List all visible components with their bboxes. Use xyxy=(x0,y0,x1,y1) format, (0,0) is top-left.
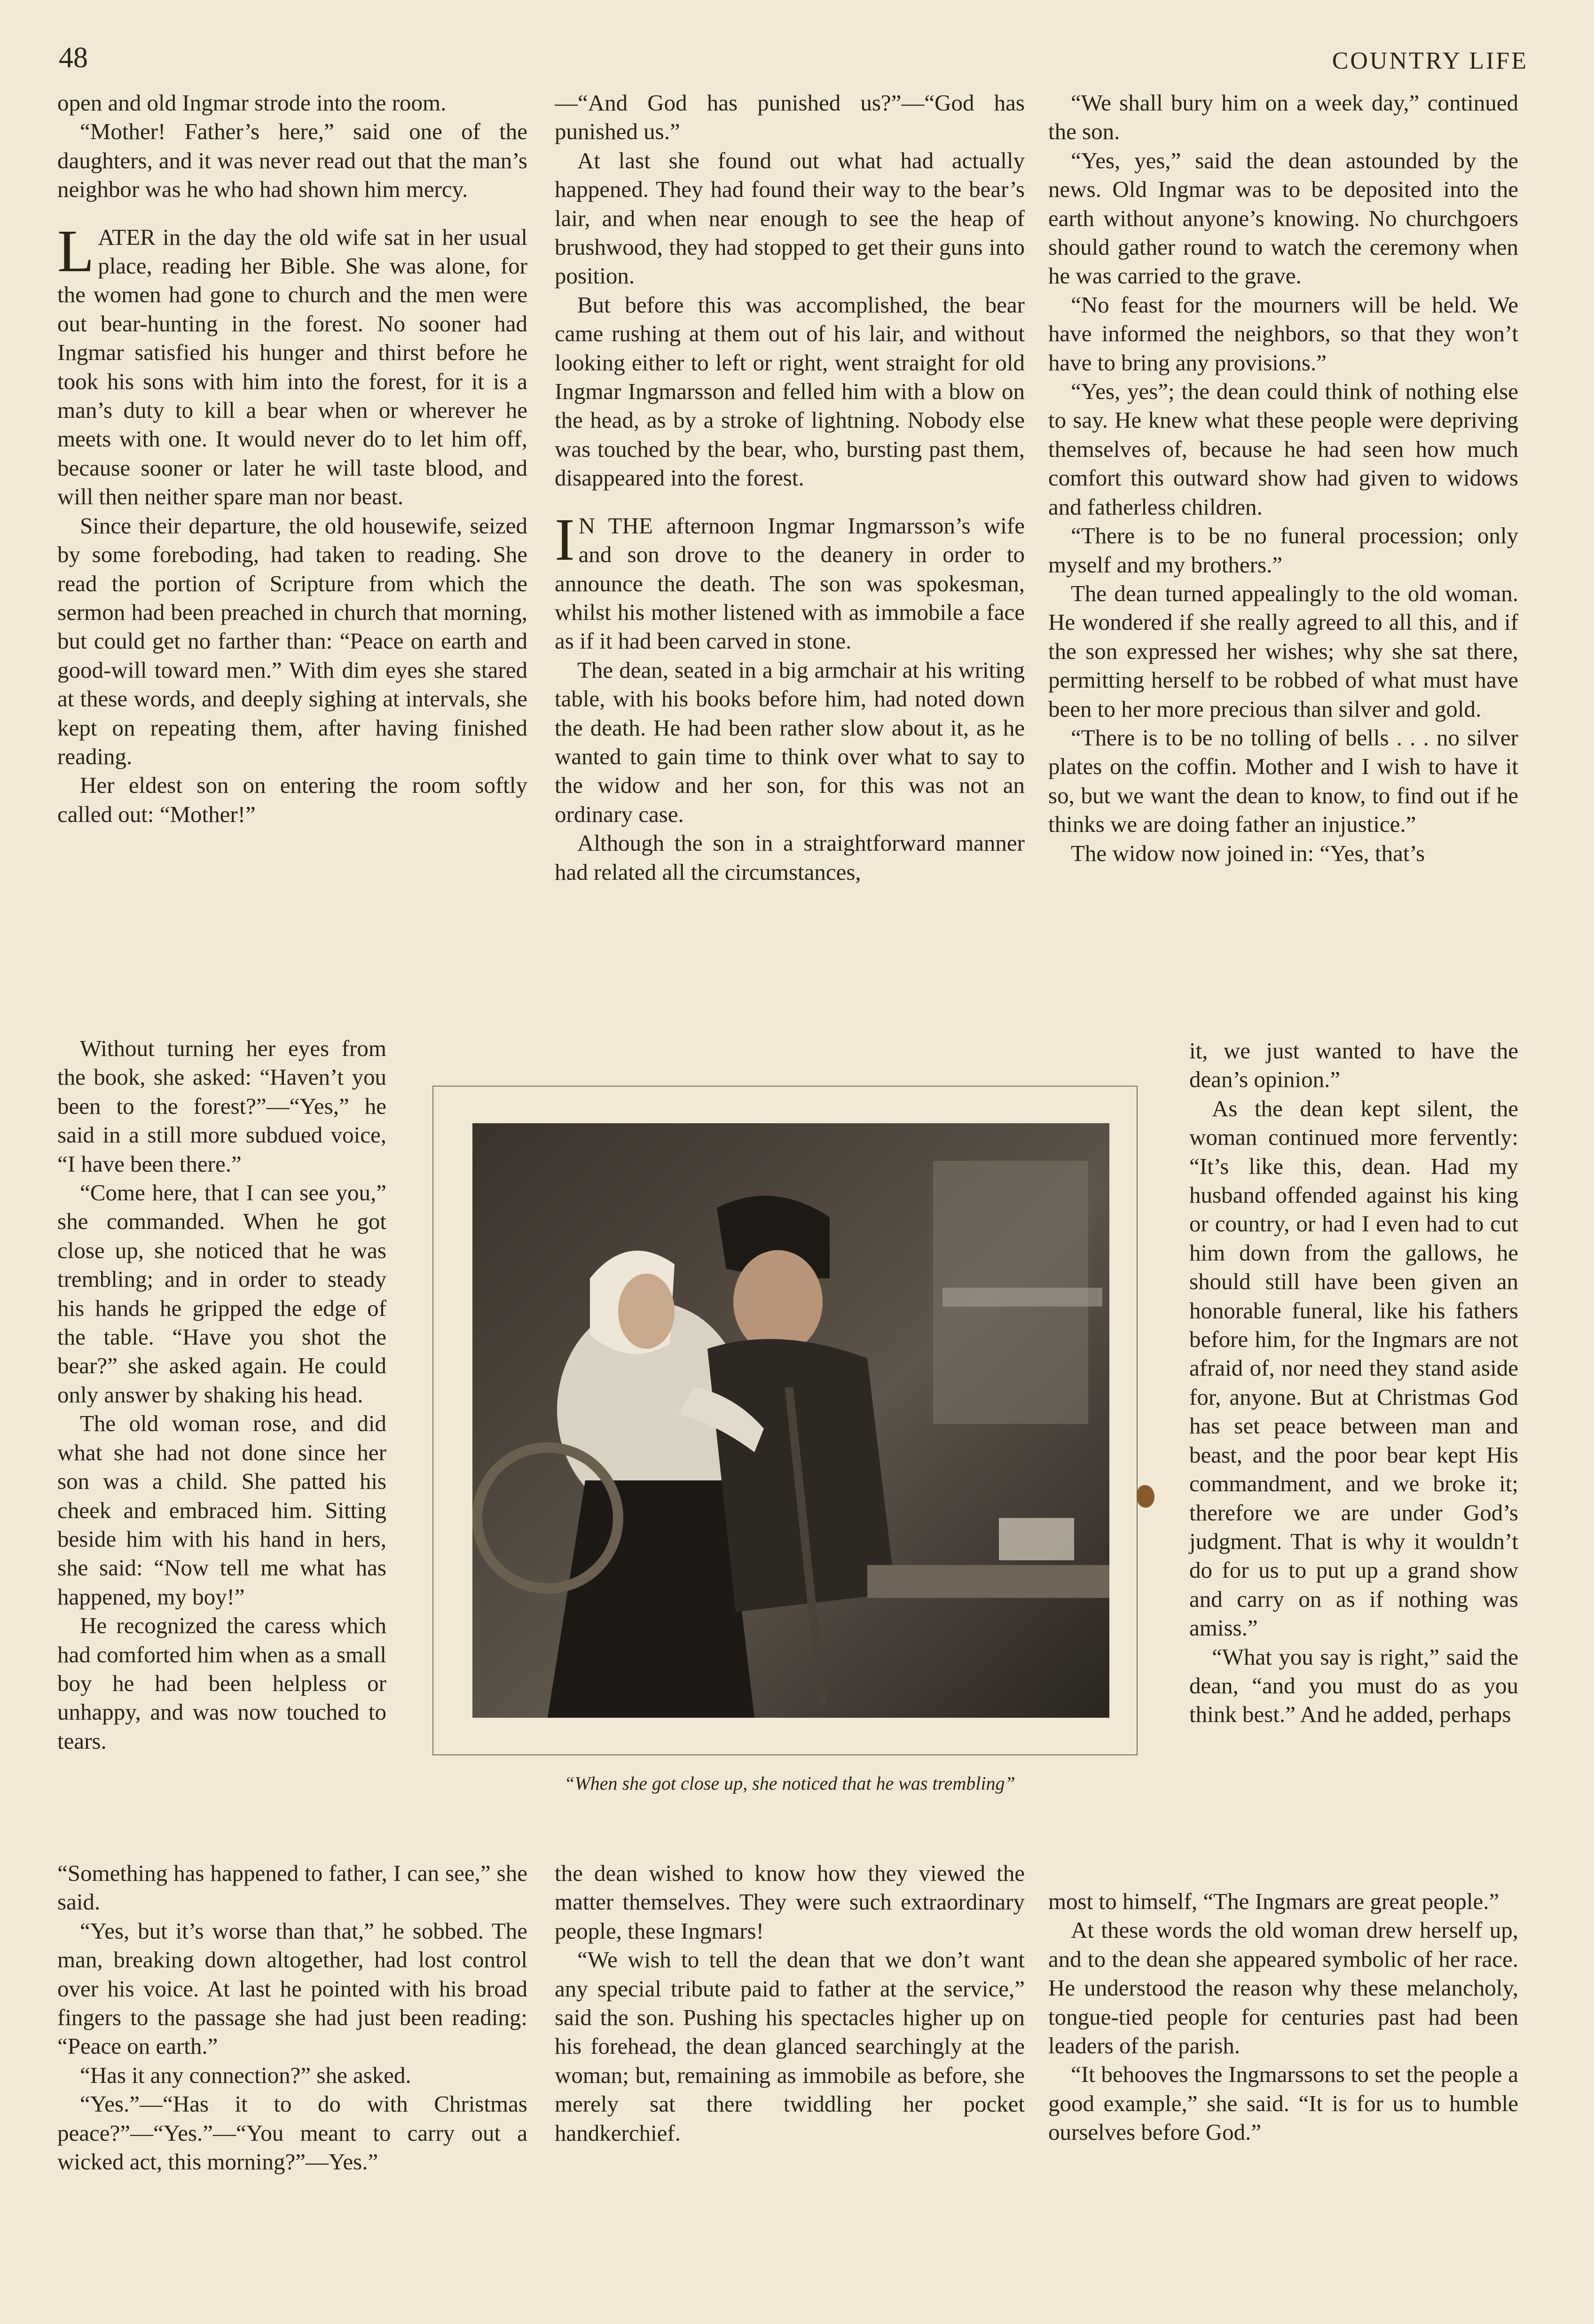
column-3-lower xyxy=(1048,1887,1518,2147)
column-3-upper xyxy=(1048,88,1518,868)
paragraph: He recognized the caress which had comforted him when as a small boy he had been helpless or unhappy, and was now touched to tears. xyxy=(57,1612,386,1754)
paragraph: Since their departure, the old housewife, seized by some foreboding, had taken to reading. She read the portion of Scripture from which the sermon had been preached in church that morning, but could get no farther than: “Peace on earth and good-will toward men.” With dim eyes she stared at these words, and deeply sighing at intervals, she kept on repeating them, after having finished reading. xyxy=(57,512,527,769)
paragraph: “There is to be no funeral procession; only myself and my brothers.” xyxy=(1048,523,1518,578)
column-1-upper xyxy=(57,88,527,829)
section-opening-paragraph xyxy=(555,506,1025,656)
paragraph: “Mother! Father’s here,” said one of the daughters, and it was never read out that the man’s neighbor was he who had shown him mercy. xyxy=(57,118,527,203)
paragraph: The old woman rose, and did what she had not done since her son was a child. She patted his cheek and embraced him. Sitting beside him with his hand in hers, she said: “Now tell me what has happened, my boy!” xyxy=(57,1410,386,1610)
paragraph: Although the son in a straightforward manner had related all the circumstances, xyxy=(555,830,1025,885)
running-head: COUNTRY LIFE xyxy=(1332,47,1528,74)
column-2-lower xyxy=(555,1859,1025,2147)
book-on-table xyxy=(999,1518,1074,1560)
paragraph: “There is to be no tolling of bells . . . no silver plates on the coffin. Mother and I wish to have it so, but we want the dean to know, to find out if he thinks we are doing father an injustice.” xyxy=(1048,724,1518,837)
paragraph: “Yes, yes,” said the dean astounded by the news. Old Ingmar was to be deposited into the earth without anyone’s knowing. No churchgoers should gather round to watch the ceremony when he was carried to the grave. xyxy=(1048,147,1518,289)
illustration-caption: “When she got close up, she noticed that he was trembling” xyxy=(564,1773,1015,1794)
paragraph: “What you say is right,” said the dean, “and you must do as you think best.” And he added, perhaps xyxy=(1189,1643,1518,1728)
paragraph: “Has it any connection?” she asked. xyxy=(80,2062,411,2088)
shelf xyxy=(942,1288,1102,1307)
page-number: 48 xyxy=(59,42,88,74)
paragraph: The dean, seated in a big armchair at his writing table, with his books before him, had noted down the death. He had been rather slow about it, as he wanted to gain time to think over what to say to the widow and her son, for this was not an ordinary case. xyxy=(555,657,1025,827)
table-edge xyxy=(867,1565,1109,1598)
column-2-upper xyxy=(555,88,1025,886)
paragraph: At these words the old woman drew herself up, and to the dean she appeared symbolic of her race. He understood the reason why these melancholy, tongue-tied people for centuries past had been leaders of the parish. xyxy=(1048,1917,1518,2059)
paragraph: —“And God has punished us?”—“God has punished us.” xyxy=(555,90,1025,145)
paragraph: “We wish to tell the dean that we don’t want any special tribute paid to father at the service,” said the son. Pushing his spectacles higher up on his forehead, the dean glanced searchingly at the woman; but, remaining as immobile as before, she merely sat there twiddling her pocket handkerchief. xyxy=(555,1947,1025,2146)
paragraph-text: ATER in the day the old wife sat in her usual place, reading her Bible. She was alone, for the women had gone to church and the men were out bear-hunting in the forest. No sooner had Ingmar satisfied his hunger and thirst before he took his sons with him into the forest, for it is a man’s duty to kill a bear when or wherever he meets with one. It would never do to let him off, because sooner or later he will taste blood, and will then neither spare man nor beast. xyxy=(57,224,527,510)
drop-cap: L xyxy=(57,217,94,284)
man-face xyxy=(733,1250,823,1354)
paragraph: most to himself, “The Ingmars are great people.” xyxy=(1048,1888,1500,1914)
illustration-mother-and-son xyxy=(472,1123,1109,1718)
paragraph: “Yes, but it’s worse than that,” he sobbed. The man, breaking down altogether, had lost control over his voice. At last he pointed with his broad fingers to the passage she had just been reading: “Peace on earth.” xyxy=(57,1917,527,2059)
paragraph: Her eldest son on entering the room softly called out: “Mother!” xyxy=(57,772,527,827)
paragraph: “It behooves the Ingmarssons to set the people a good example,” she said. “It is for us to humble ourselves before God.” xyxy=(1048,2061,1518,2145)
paragraph: “Yes.”—“Has it to do with Christmas peace?”—“Yes.”—“You meant to carry out a wicked act, this morning?”—Yes.” xyxy=(57,2091,527,2175)
paragraph: The widow now joined in: “Yes, that’s xyxy=(1071,840,1425,866)
drop-cap: I xyxy=(555,506,575,573)
column-1-beside-illustration xyxy=(57,1034,386,1755)
paragraph: At last she found out what had actually happened. They had found their way to the bear’s lair, and when near enough to see the heap of brushwood, they had stopped to get their guns into position. xyxy=(555,147,1025,289)
paragraph: “Something has happened to father, I can see,” she said. xyxy=(57,1860,527,1915)
paragraph: But before this was accomplished, the bear came rushing at them out of his lair, and without looking either to left or right, went straight for old Ingmar Ingmarsson and felled him with a blow on the head, as by a stroke of lightning. Nobody else was touched by the bear, who, bursting past them, disappeared into the forest. xyxy=(555,291,1025,491)
paper-stain xyxy=(1137,1485,1154,1508)
paragraph: The dean turned appealingly to the old woman. He wondered if she really agreed to all this, and if the son expressed her wishes; why she sat there, permitting herself to be robbed of what must have been to her more precious than silver and gold. xyxy=(1048,580,1518,722)
paragraph: “Yes, yes”; the dean could think of nothing else to say. He knew what these people were depriving themselves of, because he had seen how much comfort this outward show had given to widows and fatherless children. xyxy=(1048,378,1518,520)
paragraph: “No feast for the mourners will be held. We have informed the neighbors, so that they won’t have to bring any provisions.” xyxy=(1048,291,1518,376)
paragraph: “Come here, that I can see you,” she commanded. When he got close up, she noticed that he was trembling; and in order to steady his hands he gripped the edge of the table. “Have you shot the bear?” she asked again. He could only answer by shaking his head. xyxy=(57,1180,386,1408)
column-3-beside-illustration xyxy=(1189,1036,1518,1729)
paragraph: it, we just wanted to have the dean’s opinion.” xyxy=(1189,1038,1518,1093)
woman-face xyxy=(618,1274,675,1349)
paragraph: “We shall bury him on a week day,” continued the son. xyxy=(1048,90,1518,145)
column-1-lower xyxy=(57,1859,527,2176)
paragraph: open and old Ingmar strode into the room. xyxy=(57,90,447,116)
paragraph: Without turning her eyes from the book, she asked: “Haven’t you been to the forest?”—“Yes,” he said in a still more subdued voice, “I have been there.” xyxy=(57,1035,386,1177)
section-opening-paragraph xyxy=(57,217,527,511)
paragraph: the dean wished to know how they viewed the matter themselves. They were such extraordinary people, these Ingmars! xyxy=(555,1860,1025,1944)
paragraph-text: N THE afternoon Ingmar Ingmarsson’s wife and son drove to the deanery in order to announce the death. The son was spokesman, whilst his mother listened with as immobile a face as if it had been carved in stone. xyxy=(555,512,1025,654)
paragraph: As the dean kept silent, the woman continued more fervently: “It’s like this, dean. Had my husband offended against his king or country, or had I even had to cut him down from the gallows, he should still have been given an honorable funeral, like his fathers before him, for the Ingmars are not afraid of, nor need they stand aside for, anyone. But at Christmas God has set peace between man and beast, and the poor bear kept His commandment, and we broke it; therefore we are under God’s judgment. That is why it wouldn’t do for us to put up a grand show and carry on as if nothing was amiss.” xyxy=(1189,1095,1518,1641)
